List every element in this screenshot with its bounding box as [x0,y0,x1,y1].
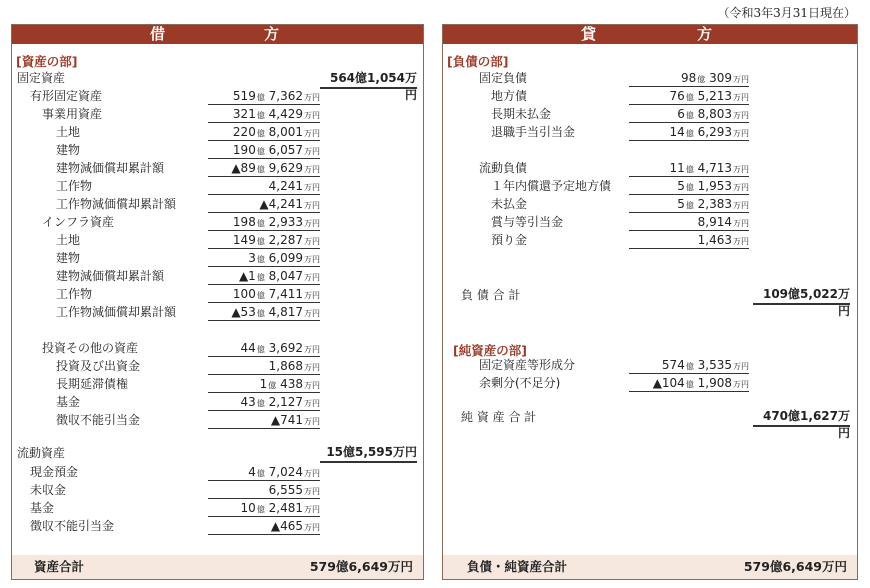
oku-unit: 億 [685,183,694,192]
account-row [443,196,853,213]
account-row [12,376,422,393]
oku-unit: 億 [685,129,694,138]
oku-unit: 億 [256,255,265,264]
man-unit: 万円 [304,237,320,246]
oku-amount: ▲89 [231,161,256,175]
credit-header [443,25,857,44]
oku-unit: 億 [256,505,265,514]
oku-amount: 574 [661,358,685,372]
account-row [12,124,422,141]
man-unit: 万円 [304,165,320,174]
account-label: 固定負債 [479,71,528,85]
oku-amount: 190 [232,143,256,157]
account-label: 地方債 [491,89,528,103]
liabilities-net-total-value: 579億6,649万円 [743,559,847,574]
account-row [12,500,422,517]
oku-unit: 億 [256,147,265,156]
account-value [208,412,320,429]
account-value [629,88,749,105]
man-unit: 万円 [304,291,320,300]
man-amount: 1,463 [697,233,732,247]
oku-unit: 億 [256,309,265,318]
man-amount: 2,287 [264,233,303,247]
fixed-assets-label: 固定資産 [17,71,66,85]
oku-amount: ▲104 [652,376,685,390]
account-row [12,196,422,213]
man-unit: 万円 [304,487,320,496]
oku-unit: 億 [256,345,265,354]
man-unit: 万円 [304,147,320,156]
oku-amount: 14 [669,125,685,139]
oku-unit: 億 [685,362,694,371]
oku-unit: 億 [697,75,706,84]
oku-unit: 億 [256,469,265,478]
account-label: 基金 [30,501,55,515]
man-amount: 4,241 [268,179,303,193]
account-row [443,70,853,87]
assets-total-label: 資産合計 [34,559,85,574]
account-label: 工作物 [56,287,93,301]
account-row [12,394,422,411]
account-value [208,358,320,375]
account-value [208,518,320,535]
man-amount: 4,429 [264,107,303,121]
net-assets-section-title: [純資産の部] [453,343,527,358]
account-row [12,178,422,195]
man-unit: 万円 [304,523,320,532]
man-unit: 万円 [733,93,749,102]
oku-unit: 億 [256,111,265,120]
account-row [12,340,422,357]
account-row [12,412,422,429]
account-label: 長期未払金 [491,107,552,121]
account-value [208,214,320,231]
account-label: 現金預金 [30,465,79,479]
oku-unit: 億 [685,380,694,389]
account-label: 流動負債 [479,161,528,175]
account-value [208,142,320,159]
man-unit: 万円 [304,255,320,264]
oku-unit: 億 [256,219,265,228]
assets-total-value: 579億6,649万円 [309,559,413,574]
account-value [208,124,320,141]
account-label: 固定資産等形成分 [479,358,576,372]
account-value [629,106,749,123]
man-unit: 万円 [733,111,749,120]
account-label: 建物減価償却累計額 [56,161,165,175]
account-label: 工作物減価償却累計額 [56,305,177,319]
account-value [208,482,320,499]
account-label: 土地 [56,233,81,247]
liabilities-section-title: [負債の部] [447,54,509,69]
oku-amount: 98 [681,71,697,85]
account-label: 建物減価償却累計額 [56,269,165,283]
debit-header-char-2: 方 [264,25,280,43]
oku-amount: 5 [677,197,685,211]
oku-unit: 億 [256,399,265,408]
liabilities-total-label: 負 債 合 計 [461,288,521,302]
account-value [208,250,320,267]
account-value [208,394,320,411]
man-unit: 万円 [304,399,320,408]
man-unit: 万円 [304,219,320,228]
oku-amount: 100 [232,287,256,301]
man-unit: 万円 [733,129,749,138]
liabilities-net-total-label: 負債・純資産合計 [467,559,568,574]
report-date: （令和3年3月31日現在） [717,6,856,20]
man-unit: 万円 [304,183,320,192]
account-label: 未払金 [491,197,528,211]
man-amount: ▲741 [270,413,303,427]
account-value [629,214,749,231]
current-assets-total: 15億5,595万円 [320,444,417,463]
man-amount: 8,001 [264,125,303,139]
account-value [208,500,320,517]
man-unit: 万円 [733,362,749,371]
man-amount: 6,555 [268,483,303,497]
account-value [208,464,320,481]
assets-section-title: [資産の部] [16,54,78,69]
account-value [629,70,749,87]
man-unit: 万円 [304,417,320,426]
account-row [12,142,422,159]
account-row [443,88,853,105]
account-row [12,286,422,303]
account-row [12,358,422,375]
account-row [443,124,853,141]
account-label: 未収金 [30,483,67,497]
man-amount: 1,868 [268,359,303,373]
account-value [208,286,320,303]
oku-amount: 149 [232,233,256,247]
debit-panel [11,24,424,580]
account-row [443,160,853,177]
account-label: 土地 [56,125,81,139]
man-unit: 万円 [304,381,320,390]
oku-amount: 1 [259,377,268,391]
account-value [208,340,320,357]
account-value [629,375,749,392]
account-value [208,304,320,321]
account-label: １年内償還予定地方債 [491,179,612,193]
account-label: 賞与等引当金 [491,215,564,229]
account-value [629,357,749,374]
account-label: 工作物減価償却累計額 [56,197,177,211]
man-amount: 2,481 [264,501,303,515]
account-row [12,268,422,285]
man-amount: 6,099 [264,251,303,265]
man-amount: 4,713 [693,161,732,175]
man-unit: 万円 [733,201,749,210]
oku-unit: 億 [685,93,694,102]
man-unit: 万円 [733,380,749,389]
oku-unit: 億 [256,291,265,300]
account-row [12,88,422,105]
debit-header-char-1: 借 [150,25,166,43]
man-amount: 8,803 [693,107,732,121]
account-label: 建物 [56,251,81,265]
assets-total-footer [12,555,423,579]
oku-amount: ▲1 [238,269,256,283]
account-value [629,178,749,195]
oku-unit: 億 [256,237,265,246]
man-unit: 万円 [304,309,320,318]
account-row [12,482,422,499]
man-unit: 万円 [733,237,749,246]
man-unit: 万円 [733,219,749,228]
oku-unit: 億 [256,93,265,102]
man-amount: 3,692 [264,341,303,355]
account-label: 長期延滞債権 [56,377,129,391]
net-assets-total: 470億1,627万円 [753,408,850,427]
account-value [208,160,320,177]
current-assets-label: 流動資産 [17,446,66,460]
man-unit: 万円 [304,93,320,102]
account-value [208,88,320,105]
man-amount: 7,362 [264,89,303,103]
oku-amount: 10 [240,501,256,515]
account-label: 投資及び出資金 [56,359,141,373]
man-unit: 万円 [304,129,320,138]
man-amount: 2,933 [264,215,303,229]
man-amount: 438 [276,377,303,391]
account-value [629,196,749,213]
account-label: 徴収不能引当金 [56,413,141,427]
account-value [208,268,320,285]
account-label: 投資その他の資産 [42,341,139,355]
account-value [208,178,320,195]
oku-amount: 44 [240,341,256,355]
oku-amount: 198 [232,215,256,229]
oku-amount: 4 [248,465,256,479]
account-label: 徴収不能引当金 [30,519,115,533]
man-unit: 万円 [304,345,320,354]
account-label: 有形固定資産 [30,89,103,103]
man-amount: 9,629 [264,161,303,175]
man-amount: 5,213 [693,89,732,103]
man-unit: 万円 [304,201,320,210]
account-value [208,106,320,123]
account-label: 工作物 [56,179,93,193]
fixed-assets-total: 564億1,054万円 [320,70,417,89]
account-row [12,232,422,249]
account-row [12,160,422,177]
oku-amount: 3 [248,251,256,265]
credit-header-char-1: 貸 [581,25,597,43]
account-row [12,250,422,267]
oku-unit: 億 [256,165,265,174]
oku-amount: 76 [669,89,685,103]
man-unit: 万円 [733,75,749,84]
man-amount: 6,057 [264,143,303,157]
account-label: 預り金 [491,233,528,247]
man-amount: 1,953 [693,179,732,193]
man-unit: 万円 [304,505,320,514]
account-label: 基金 [56,395,81,409]
oku-amount: 11 [669,161,685,175]
man-amount: 3,535 [693,358,732,372]
account-value [629,160,749,177]
account-label: 建物 [56,143,81,157]
oku-amount: 519 [232,89,256,103]
net-assets-total-label: 純 資 産 合 計 [461,410,537,424]
account-row [12,518,422,535]
account-row [443,375,853,392]
liabilities-net-total-footer [443,555,857,579]
man-amount: 2,383 [693,197,732,211]
oku-unit: 億 [685,111,694,120]
man-amount: 8,914 [697,215,732,229]
man-unit: 万円 [733,165,749,174]
oku-amount: 220 [232,125,256,139]
oku-amount: 5 [677,179,685,193]
account-value [208,196,320,213]
man-amount: 7,024 [264,465,303,479]
account-label: 事業用資産 [42,107,103,121]
account-row [12,304,422,321]
account-value [629,124,749,141]
account-row [12,214,422,231]
credit-header-char-2: 方 [697,25,713,43]
account-row [443,214,853,231]
account-row [443,106,853,123]
man-unit: 万円 [304,363,320,372]
account-row [443,232,853,249]
man-amount: 7,411 [264,287,303,301]
account-label: 余剰分(不足分) [479,376,561,390]
credit-panel [442,24,858,580]
account-label: インフラ資産 [42,215,115,229]
oku-amount: 43 [240,395,256,409]
man-amount: 8,047 [264,269,303,283]
man-amount: 2,127 [264,395,303,409]
oku-unit: 億 [268,381,277,390]
account-value [208,376,320,393]
oku-amount: 6 [677,107,685,121]
man-amount: 309 [705,71,732,85]
oku-unit: 億 [256,273,265,282]
account-row [12,464,422,481]
account-value [629,232,749,249]
account-row [12,106,422,123]
oku-unit: 億 [685,201,694,210]
man-amount: ▲4,241 [259,197,303,211]
man-amount: 1,908 [693,376,732,390]
man-amount: ▲465 [270,519,303,533]
account-value [208,232,320,249]
account-row [443,178,853,195]
man-amount: 4,817 [264,305,303,319]
man-unit: 万円 [304,273,320,282]
oku-amount: 321 [232,107,256,121]
debit-header [12,25,423,44]
account-label: 退職手当引当金 [491,125,576,139]
oku-unit: 億 [685,165,694,174]
oku-amount: ▲53 [231,305,256,319]
man-amount: 6,293 [693,125,732,139]
man-unit: 万円 [304,111,320,120]
man-unit: 万円 [304,469,320,478]
oku-unit: 億 [256,129,265,138]
liabilities-total: 109億5,022万円 [753,286,850,305]
man-unit: 万円 [733,183,749,192]
account-row [443,357,853,374]
